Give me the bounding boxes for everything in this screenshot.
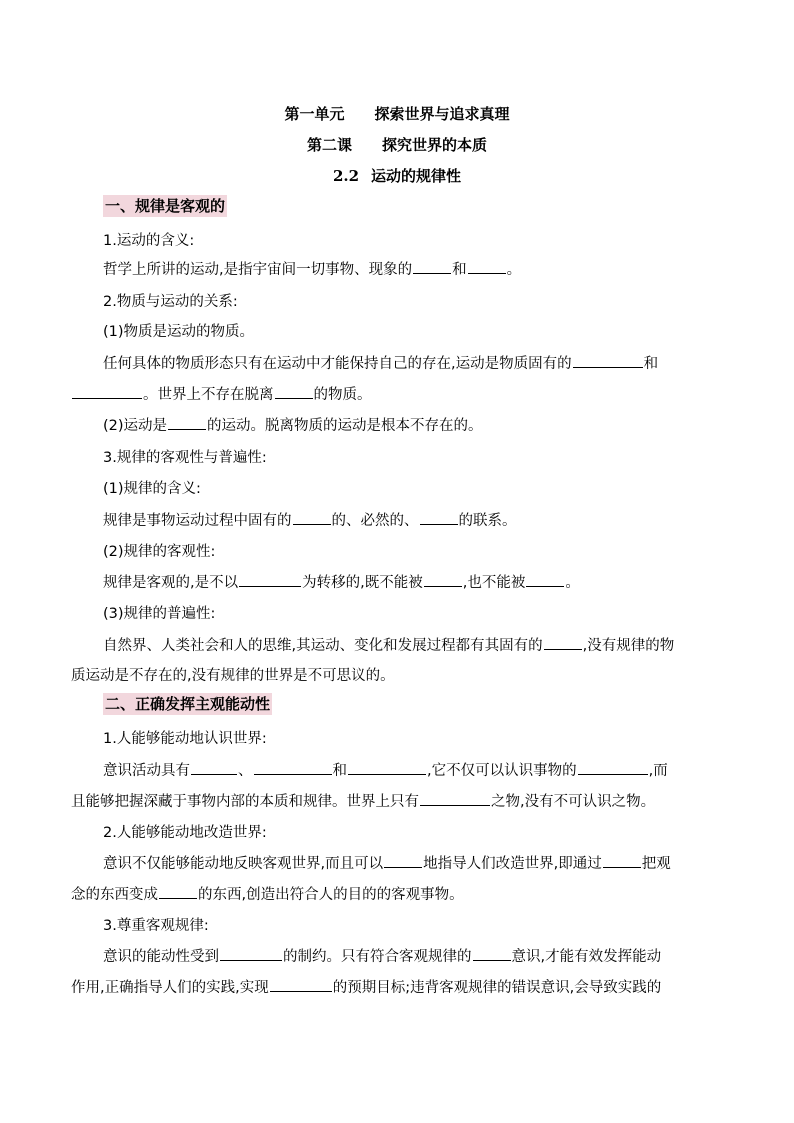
blank: [168, 415, 206, 430]
blank: [72, 384, 142, 399]
text: 的东西,创造出符合人的目的的客观事物。: [198, 887, 464, 903]
p2-line-1: [103, 727, 267, 748]
section-title: [0, 165, 794, 186]
text: (2)规律的客观性:: [103, 544, 216, 560]
p2-line-8: [103, 945, 661, 966]
p2-line-9: [71, 976, 661, 997]
blank: [254, 760, 332, 775]
text: 。: [506, 262, 522, 278]
text: 把观: [641, 856, 671, 872]
text: (3)规律的普遍性:: [103, 606, 216, 622]
text: (1)物质是运动的物质。: [103, 324, 255, 340]
section-number: 2.2: [332, 167, 360, 185]
blank: [578, 760, 648, 775]
p1-line-1: [103, 229, 194, 250]
text: 、: [238, 763, 253, 779]
text: 和: [452, 262, 467, 278]
text: 的、必然的、: [331, 513, 419, 529]
lesson-label: 第二课: [306, 136, 352, 154]
p2-line-3: [71, 790, 655, 811]
part1-heading: 一、规律是客观的: [105, 197, 226, 215]
blank: [239, 572, 301, 587]
p1-line-2: [103, 258, 521, 279]
p1-line-10: [103, 509, 517, 530]
blank: [526, 572, 564, 587]
blank: [293, 510, 331, 525]
blank: [275, 384, 313, 399]
text: 1.人能够能动地认识世界:: [103, 731, 267, 747]
text: ,而: [648, 763, 668, 779]
lesson-name: 探究世界的本质: [382, 136, 488, 154]
blank: [420, 510, 458, 525]
blank: [473, 946, 511, 961]
section-name: 运动的规律性: [371, 167, 462, 185]
p1-line-8: [103, 446, 267, 467]
text: 质运动是不存在的,没有规律的世界是不可思议的。: [71, 668, 395, 684]
p1-line-7: [103, 414, 483, 435]
p1-line-11: [103, 540, 215, 561]
text: 哲学上所讲的运动,是指宇宙间一切事物、现象的: [103, 262, 413, 278]
text: 意识,才能有效发挥能动: [511, 949, 662, 965]
text: 任何具体的物质形态只有在运动中才能保持自己的存在,运动是物质固有的: [103, 356, 572, 372]
text: 规律是客观的,是不以: [103, 575, 239, 591]
text: 3.规律的客观性与普遍性:: [103, 450, 267, 466]
text: 。世界上不存在脱离: [143, 387, 274, 403]
text: 的制约。只有符合客观规律的: [283, 949, 472, 965]
blank: [413, 259, 451, 274]
text: 和: [643, 356, 659, 372]
blank: [424, 572, 462, 587]
blank: [420, 791, 490, 806]
text: 自然界、人类社会和人的思维,其运动、变化和发展过程都有其固有的: [103, 638, 543, 654]
blank: [191, 760, 237, 775]
text: 为转移的,既不能被: [302, 575, 423, 591]
blank: [573, 353, 643, 368]
p1-line-3: [103, 290, 238, 311]
text: 意识的能动性受到: [103, 949, 219, 965]
unit-title: [0, 103, 794, 124]
blank: [544, 635, 582, 650]
blank: [468, 259, 506, 274]
unit-label: 第一单元: [284, 105, 345, 123]
part2-heading: 二、正确发挥主观能动性: [105, 695, 271, 713]
p1-line-14: [103, 634, 674, 655]
p1-line-6: [71, 383, 372, 404]
blank: [384, 853, 422, 868]
text: 的运动。脱离物质的运动是根本不存在的。: [207, 418, 483, 434]
text: (2)运动是: [103, 418, 168, 434]
text: 的联系。: [458, 513, 517, 529]
p2-line-7: [103, 914, 209, 935]
blank: [348, 760, 426, 775]
p2-line-4: [103, 821, 267, 842]
text: 的预期目标;违背客观规律的错误意识,会导致实践的: [332, 980, 662, 996]
blank: [270, 977, 332, 992]
blank: [220, 946, 282, 961]
blank: [159, 884, 197, 899]
text: 地指导人们改造世界,即通过: [423, 856, 602, 872]
text: 意识活动具有: [103, 763, 190, 779]
text: 且能够把握深藏于事物内部的本质和规律。世界上只有: [71, 794, 419, 810]
p2-line-6: [71, 883, 464, 904]
text: 之物,没有不可认识之物。: [491, 794, 656, 810]
text: 念的东西变成: [71, 887, 158, 903]
text: 。: [565, 575, 580, 591]
p2-line-2: [103, 759, 668, 780]
text: 的物质。: [313, 387, 372, 403]
p1-line-13: [103, 602, 215, 623]
text: 意识不仅能够能动地反映客观世界,而且可以: [103, 856, 384, 872]
p2-line-5: [103, 852, 671, 873]
text: 和: [332, 763, 347, 779]
lesson-title: [0, 134, 794, 155]
text: 规律是事物运动过程中固有的: [103, 513, 292, 529]
p1-line-4: [103, 320, 254, 341]
text: 作用,正确指导人们的实践,实现: [71, 980, 269, 996]
unit-name: 探索世界与追求真理: [374, 105, 510, 123]
text: 1.运动的含义:: [103, 233, 195, 249]
text: ,没有规律的物: [582, 638, 675, 654]
p1-line-9: [103, 477, 201, 498]
p1-line-15: [71, 664, 395, 685]
text: (1)规律的含义:: [103, 481, 201, 497]
blank: [603, 853, 641, 868]
text: ,也不能被: [462, 575, 526, 591]
text: 2.人能够能动地改造世界:: [103, 825, 267, 841]
p1-line-12: [103, 571, 580, 592]
text: 2.物质与运动的关系:: [103, 294, 238, 310]
p1-line-5: [103, 352, 658, 373]
text: ,它不仅可以认识事物的: [427, 763, 577, 779]
text: 3.尊重客观规律:: [103, 918, 209, 934]
